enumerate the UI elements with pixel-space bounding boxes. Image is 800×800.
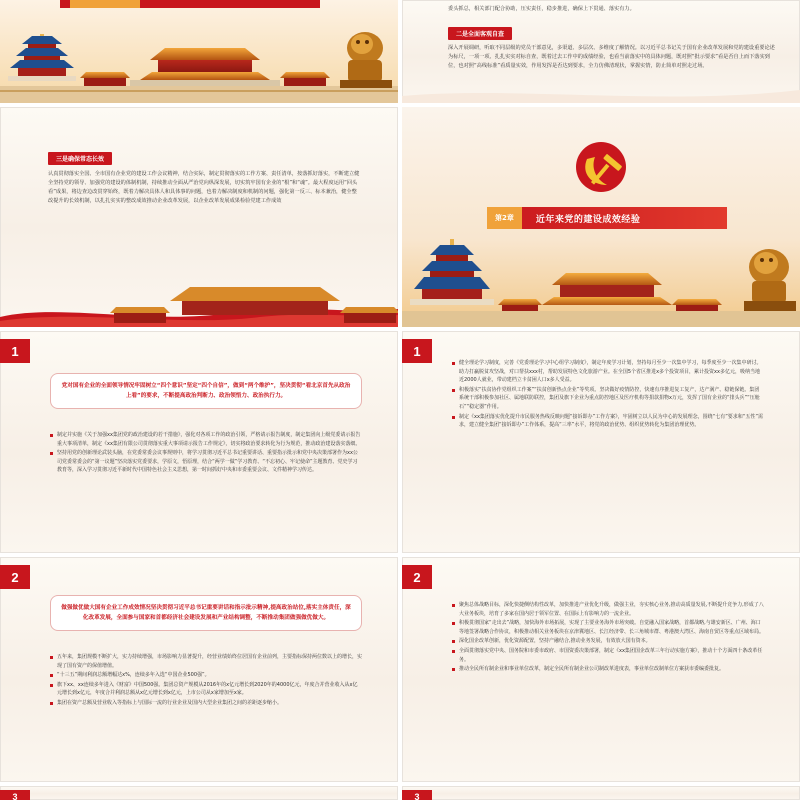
slide-number-badge: 2 [402,565,432,589]
slide-thumbnail-chapter-2[interactable] [402,107,800,327]
paragraph-self-check: 深入开展调研，听取不同层级的党员干部意见，多渠道、多层次、多维度了解情况。以习近平总书记关于国有企业改革发展和党的建设重要论述为标尺，一项一项、扎扎实实对标自查，既着过去工作中的成绩经验，也看当前落实中的具体问题，既对照“批示要求”看是否自上而下落实到位，也对照“高线标准”看质量实效，作用发挥是否达到要求，全力仿佛清现状，掌握实情，防止简单对照走过场。 [448,45,775,69]
bullet-list [50,431,362,476]
list-item: 制定《xx集团落实优化提升市民服务热线反映问题“接诉即办”工作方案》，牢固树立以人民为中心的发展理念，围绕“七有”要求和“五性”需求，建立健全集团“接诉即办”工作体系，提高“三率”水平，将党的政治优势、组织优势转化为集团治理优势。 [452,413,764,430]
slide-thumbnail-3-right[interactable] [402,786,800,800]
slide-thumbnail-2-left[interactable] [0,557,398,782]
slide-number-badge: 2 [0,565,30,589]
section-tag-normalization: 三是确保常态长效 [48,152,112,165]
slide-thumbnail-2-right[interactable] [402,557,800,782]
quote-box: 做强做优做大国有企业工作成效情况坚决贯彻习近平总书记重要讲话和指示批示精神,提高政治站位,落实主体责任，深化改革发展，全面参与国家和首都经济社会建设发展和产业结构调整，不断推动集团做强做优做大。 [50,595,362,631]
chapter-number-tag: 第2章 [487,207,522,229]
slide-number-badge: 3 [402,790,432,800]
paragraph-top: 委头抓总，相关部门配合协助，压实责任，稳步推进，确保上下贯通、落实有力。 [448,6,635,12]
chapter-title: 近年来党的建设成效经验 [535,214,641,225]
bullet-list [452,359,764,431]
quote-box: 党对国有企业的全面领导情况牢固树立“四个意识”坚定“四个自信”，做到“两个维护”，坚决贯彻“看北京首先从政治上看”的要求，不断提高政治判断力、政治领悟力、政治执行力。 [50,373,362,409]
list-item: 积极落实“扶贫协作党组织工作案”“扶贫创新热点企业”等奖项。坚决做好疫情防控，快速有序推进复工复产，达产满产、稳链保链。集团系统干部积极参加社区、属地联防联控，集团及旗下企业为重点防控地区及医疗机构等捐款捐物x万元，发挥了国有企业的“排头兵”“压舱石”“稳定器”作用。 [452,386,764,412]
list-item: 五年来，集团规模不断扩大，实力持续增强，市场影响力显著提升，经营业绩始终位居国有企业前列，主要指标保持两位数以上的增长，实现了国有资产的保值增值。 [50,653,362,670]
list-item: 全面贯彻落实党中央、国务院和市委市政府、市国资委决策部署，制定《xx集团国企改革三年行动实施方案》，推动十个方面四十条改革任务。 [452,647,764,664]
section-tag-self-check: 二是全面客观自查 [448,27,512,40]
slide-thumbnail-3-left[interactable] [0,786,398,800]
list-item: 健全理论学习制度，完善《党委理论学习中心组学习制度》，制定年度学习计划，坚持每月至少一次集中学习，每季度至少一次集中研讨。助力打赢脱贫攻坚战，对口帮扶xxx村，帮助发展特色文化旅游产业。在全国5个省区推进x多个投资项目，累计投资xx多亿元，吸纳当地近2000人就业，带动建档立卡贫困人口x多人受益。 [452,359,764,385]
slide-thumbnail-normalization[interactable] [0,107,398,327]
list-item: 旗下xx、xx连续多年进入《财富》中国500强。集团总资产规模从2016年的x亿元增长到2020年的4000亿元，年度合并营业收入从x亿元增长到x亿元，年度合并利润总额从x亿元增长到x亿元，上市公司从x家增加至x家。 [50,681,362,698]
list-item: 聚焦总体战略目标，深化快捷侧结构性改革，加快推进产业优化升级，做强主业，夯实核心业务,推动高质量发展,不断提升竞争力,形成了八大业务板块，培育了多家在国内居于领军位置、在国际上有影响力的一流企业。 [452,601,764,618]
list-item: 深化国企改革创新，优化资源配置，坚持产融结合,推动业务发展，有效放大国有资本。 [452,637,764,646]
slide-thumbnail-1-left[interactable] [0,331,398,553]
slide-number-badge: 3 [0,790,30,800]
slide-number-badge: 1 [0,339,30,363]
paragraph-normalization: 认真贯彻落实全国、全市国有企业党的建设工作会议精神，结合实际，制定贯彻落实的工作方案、责任清单，按落抓好落实，不断建立健全坚持党的领导、加强党的建设的体制机制，持续推动全面从严治党向纵深发展，切实筑牢国有企业的“根”和“魂”。最大程度运用“回头看”成果，将边查边改贯穿始终，既着力解决具体人和具体事的问题，也着力解决制度和机制的问题，强化第一反三、标本兼治，健全整改提升的长效机制，以扎扎实实的整改成效推动企业改革发展，以企业改革发展成果检验党建工作成效 [48,171,360,204]
list-item: 坚持用党的创新理论武装头脑，在党委常委会议事规则中，将学习贯彻习近平总书记重要讲话、重要指示批示和党中央决策部署作为xx公司党委常委会的“第一议题”坚决落实党委要求，学原文，悟原理，结合“两学一做”学习教育、“不忘初心、牢记使命”主题教育、党史学习教育等，深入学习贯彻习近平新时代中国特色社会主义思想，第一时间抓好中央和市委重要会议、文件精神学习传达。 [50,449,362,475]
slide-thumbnail-palace-top-left[interactable] [0,0,398,103]
list-item: 积极贯彻国家“走出去”战略，加快海外市场拓展，实现了主要业务海外市场突破。自觉融入国家战略，首都战略,与雄安新区、广州、海口等地签署战略合作协议，积极推动相关业务板块在京津冀地区、长江经济带、长三角城市群、粤港澳大湾区、海南自贸区等重点区域布局。 [452,619,764,636]
red-wave-decoration [402,84,800,103]
forbidden-city-palace-icon [110,283,398,327]
slide-number-badge: 1 [402,339,432,363]
list-item: 制定并实施《关于加强xx集团党的政治建设的若干措施》，强化对各项工作的政治引领，严格请示报告制度，制定集团向上级党委请示报告重大事项清单，制定《xx集团有限公司贯彻落实重大事项请示报告工作规定》，切实将政治要求转化为行为规范，推动政治建设落实落细。 [50,431,362,448]
list-item: 推动全民所有制企业和事业单位改革，制定全民所有制企业公司制改革进度表，事业单位改制单位方案获市委编委批复。 [452,665,764,674]
bullet-list [452,601,764,675]
list-item: “十三五”期间利润总额增幅达x%，连续多年入选“中国企业500强”。 [50,671,362,680]
list-item: 集团在资产总额及营业收入等指标上与国际一流的行业企业及国内大型企业集团之间的差距逐步缩小。 [50,699,362,708]
forbidden-city-palace-icon [0,0,398,103]
chapter-title-bar [487,207,727,229]
slide-thumbnail-1-right[interactable] [402,331,800,553]
slide-thumbnail-self-check[interactable] [402,0,800,103]
hammer-sickle-emblem-icon [576,142,626,192]
bullet-list [50,653,362,709]
